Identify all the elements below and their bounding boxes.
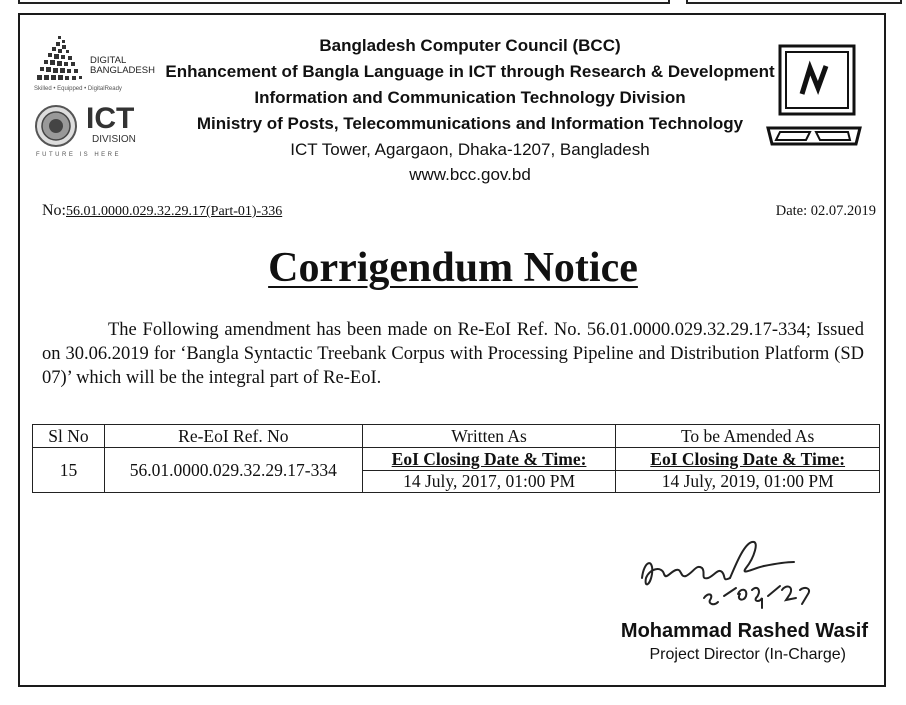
reference-value: 56.01.0000.029.32.29.17(Part-01)-336 — [66, 204, 283, 219]
reference-label: No: — [42, 202, 66, 219]
table-row — [33, 448, 880, 493]
address: ICT Tower, Agargaon, Dhaka-1207, Bangladesh — [290, 140, 650, 159]
ict-division-label: DIVISION — [92, 134, 136, 145]
amended-label: EoI Closing Date & Time: — [650, 448, 846, 469]
ict-wordmark: ICT — [86, 102, 135, 135]
digital-line1: DIGITAL — [90, 55, 127, 66]
ict-tagline: FUTURE IS HERE — [36, 152, 122, 158]
govt-seal-icon — [34, 104, 82, 150]
signer-name: Mohammad Rashed Wasif — [620, 620, 868, 642]
notice-date: Date: 02.07.2019 — [775, 203, 876, 219]
signer-title: Project Director (In-Charge) — [649, 646, 846, 663]
website-link[interactable]: www.bcc.gov.bd — [409, 165, 531, 184]
notice-title: Corrigendum Notice — [268, 245, 638, 291]
reference-number — [42, 202, 282, 220]
handwritten-signature — [614, 538, 864, 628]
col-header-written: Written As — [362, 425, 616, 448]
cell-written — [362, 448, 616, 493]
amendment-table — [32, 424, 880, 493]
ministry-name: Ministry of Posts, Telecommunications and Information Technology — [196, 114, 744, 133]
cell-amended — [616, 448, 880, 493]
ict-division-logo — [34, 104, 144, 164]
bcc-computer-logo — [766, 44, 862, 154]
digital-line2: BANGLADESH — [90, 65, 155, 76]
col-header-sl: Sl No — [33, 425, 105, 448]
computer-monitor-icon — [766, 44, 862, 154]
bangladesh-map-icon — [34, 34, 90, 86]
col-header-ref: Re-EoI Ref. No — [104, 425, 362, 448]
project-name: Enhancement of Bangla Language in ICT through Research & Development — [165, 62, 775, 81]
table-header-row — [33, 425, 880, 448]
digital-bangladesh-wordmark — [90, 56, 155, 76]
notice-body: The Following amendment has been made on Re-EoI Ref. No. 56.01.0000.029.32.29.17-334; Issued on 30.06.2019 for ‘Bangla Syntactic Treebank Corpus with Processing Pipeline and Distribution Platform (SD 07)’ which will be the integral part of Re-EoI. — [42, 320, 864, 388]
top-border-right — [686, 0, 902, 4]
cell-ref: 56.01.0000.029.32.29.17-334 — [104, 448, 362, 493]
digital-bangladesh-logo — [34, 34, 164, 98]
top-border-left — [18, 0, 670, 4]
written-label: EoI Closing Date & Time: — [391, 448, 587, 469]
cell-sl: 15 — [33, 448, 105, 493]
amended-value: 14 July, 2019, 01:00 PM — [616, 470, 879, 492]
digital-tagline: Skilled • Equipped • DigitalReady — [34, 86, 122, 92]
division-name: Information and Communication Technology Division — [254, 88, 686, 107]
written-value: 14 July, 2017, 01:00 PM — [363, 470, 616, 492]
col-header-amended: To be Amended As — [616, 425, 880, 448]
org-name: Bangladesh Computer Council (BCC) — [319, 36, 621, 55]
